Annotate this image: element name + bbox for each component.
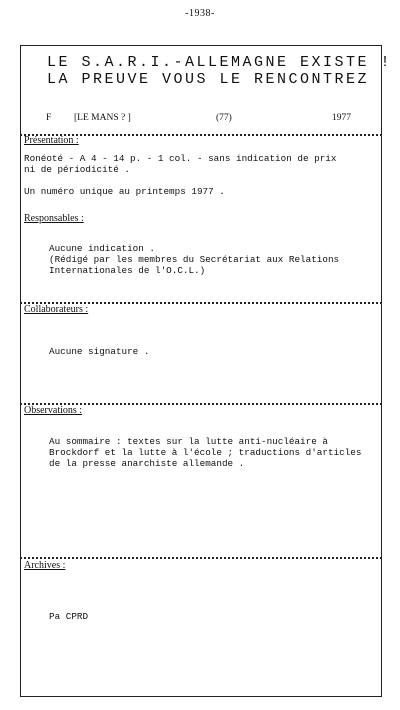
collaborateurs-line: Aucune signature . [49, 346, 150, 357]
meta-city: [LE MANS ? ] [74, 113, 131, 123]
archives-heading: Archives : [24, 560, 66, 571]
responsables-heading: Responsables : [24, 213, 84, 224]
meta-year: 1977 [332, 113, 351, 123]
collaborateurs-heading: Collaborateurs : [24, 304, 89, 315]
archives-text [49, 611, 88, 622]
responsables-line: Aucune indication . [49, 243, 156, 254]
responsables-text [49, 243, 339, 276]
presentation-line: Un numéro unique au printemps 1977 . [24, 186, 225, 197]
collaborateurs-text [49, 346, 149, 357]
observations-text [49, 436, 361, 469]
title-line-1: LE S.A.R.I.-ALLEMAGNE EXISTE ! [47, 54, 393, 71]
observations-line: Brockdorf et la lutte à l'école ; traductions d'articles [49, 447, 362, 458]
observations-line: Au sommaire : textes sur la lutte anti-nucléaire à [49, 436, 328, 447]
meta-department: (77) [216, 113, 232, 123]
observations-heading: Observations : [24, 405, 83, 416]
responsables-line: (Rédigé par les membres du Secrétariat aux Relations [49, 254, 340, 265]
catalog-card [20, 45, 393, 697]
presentation-line: ni de périodicité . [24, 164, 131, 175]
page-number: -1938- [185, 8, 215, 19]
card-title [47, 54, 393, 88]
observations-line: de la presse anarchiste allemande . [49, 458, 245, 469]
archives-line: Pa CPRD [49, 611, 89, 622]
presentation-line [24, 175, 336, 186]
section-divider [20, 557, 382, 559]
presentation-line: Ronéoté - A 4 - 14 p. - 1 col. - sans indication de prix [24, 153, 337, 164]
title-line-2: LA PREUVE VOUS LE RENCONTREZ [47, 71, 370, 88]
responsables-line: Internationales de l'O.C.L.) [49, 265, 206, 276]
meta-country-code: F [46, 113, 52, 123]
presentation-heading: Présentation : [24, 135, 79, 146]
presentation-text [24, 153, 336, 197]
